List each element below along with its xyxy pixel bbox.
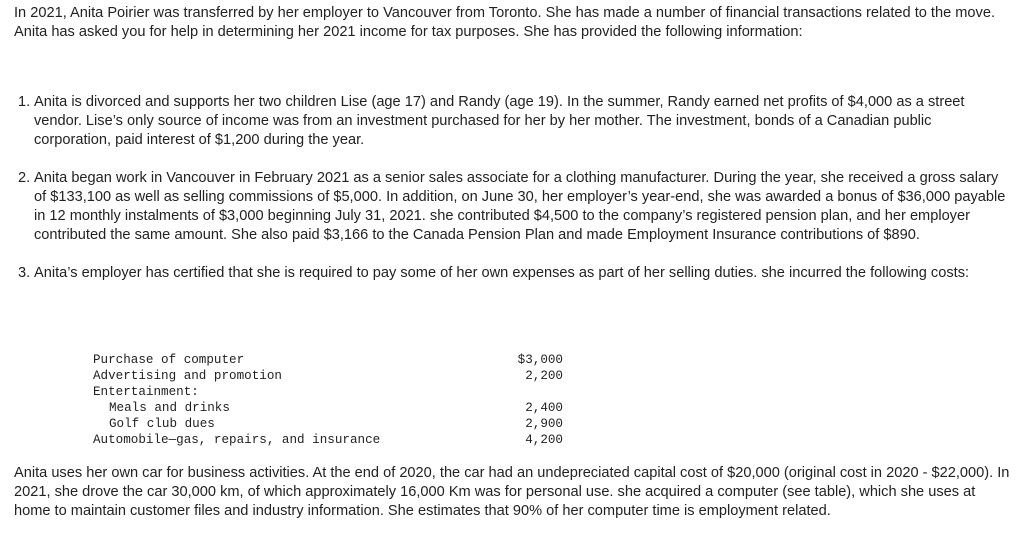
cost-label: Advertising and promotion [93, 369, 282, 383]
list-item-number: 3. [18, 265, 31, 281]
costs-table [93, 352, 573, 448]
list-item-text: Anita began work in Vancouver in February 2021 as a senior sales associate for a clothing manufacturer. During the year, she received a gross salary of $133,100 as well as selling commissions of $5,000. In addition, on June 30, her employer’s year-end, she was awarded a bonus of $36,000 payable in 12 monthly instalments of $3,000 beginning July 31, 2021. she contributed $4,500 to the company’s registered pension plan, and her employer contributed the same amount. She also paid $3,166 to the Canada Pension Plan and made Employment Insurance contributions of $890. [34, 170, 1006, 243]
table-row [93, 400, 573, 416]
cost-amount: $3,000 [517, 353, 563, 367]
list-item-text: Anita’s employer has certified that she is required to pay some of her own expenses as part of her selling duties. she incurred the following costs: [34, 265, 970, 281]
cost-amount: 2,400 [525, 401, 563, 415]
cost-label: Meals and drinks [109, 401, 230, 415]
table-row [93, 384, 573, 400]
table-row [93, 432, 573, 448]
list-item-text: Anita is divorced and supports her two children Lise (age 17) and Randy (age 19). In the summer, Randy earned net profits of $4,000 as a street vendor. Lise’s only source of income was from an investment purchased for her by her mother. The investment, bonds of a Canadian public corporation, paid interest of $1,200 during the year. [34, 94, 965, 148]
list-item [14, 264, 1010, 283]
table-row [93, 352, 573, 368]
list-item [14, 93, 1010, 150]
cost-amount: 2,200 [525, 369, 563, 383]
cost-label: Golf club dues [109, 417, 215, 431]
table-row [93, 368, 573, 384]
facts-list [14, 93, 1010, 302]
cost-amount: 2,900 [525, 417, 563, 431]
cost-label: Automobile—gas, repairs, and insurance [93, 433, 381, 447]
closing-paragraph: Anita uses her own car for business activities. At the end of 2020, the car had an undepreciated capital cost of $20,000 (original cost in 2020 - $22,000). In 2021, she drove the car 30,000 km, of which approximately 16,000 Km was for personal use. she acquired a computer (see table), which she uses at home to maintain customer files and industry information. She estimates that 90% of her computer time is employment related. [14, 465, 1010, 519]
list-item [14, 169, 1010, 245]
cost-label: Entertainment: [93, 385, 199, 399]
list-item-number: 1. [18, 94, 31, 110]
cost-amount: 4,200 [525, 433, 563, 447]
list-item-number: 2. [18, 170, 31, 186]
intro-paragraph: In 2021, Anita Poirier was transferred by her employer to Vancouver from Toronto. She has made a number of financial transactions related to the move. Anita has asked you for help in determining her 2021 income for tax purposes. She has provided the following information: [14, 5, 996, 40]
cost-label: Purchase of computer [93, 353, 245, 367]
table-row [93, 416, 573, 432]
